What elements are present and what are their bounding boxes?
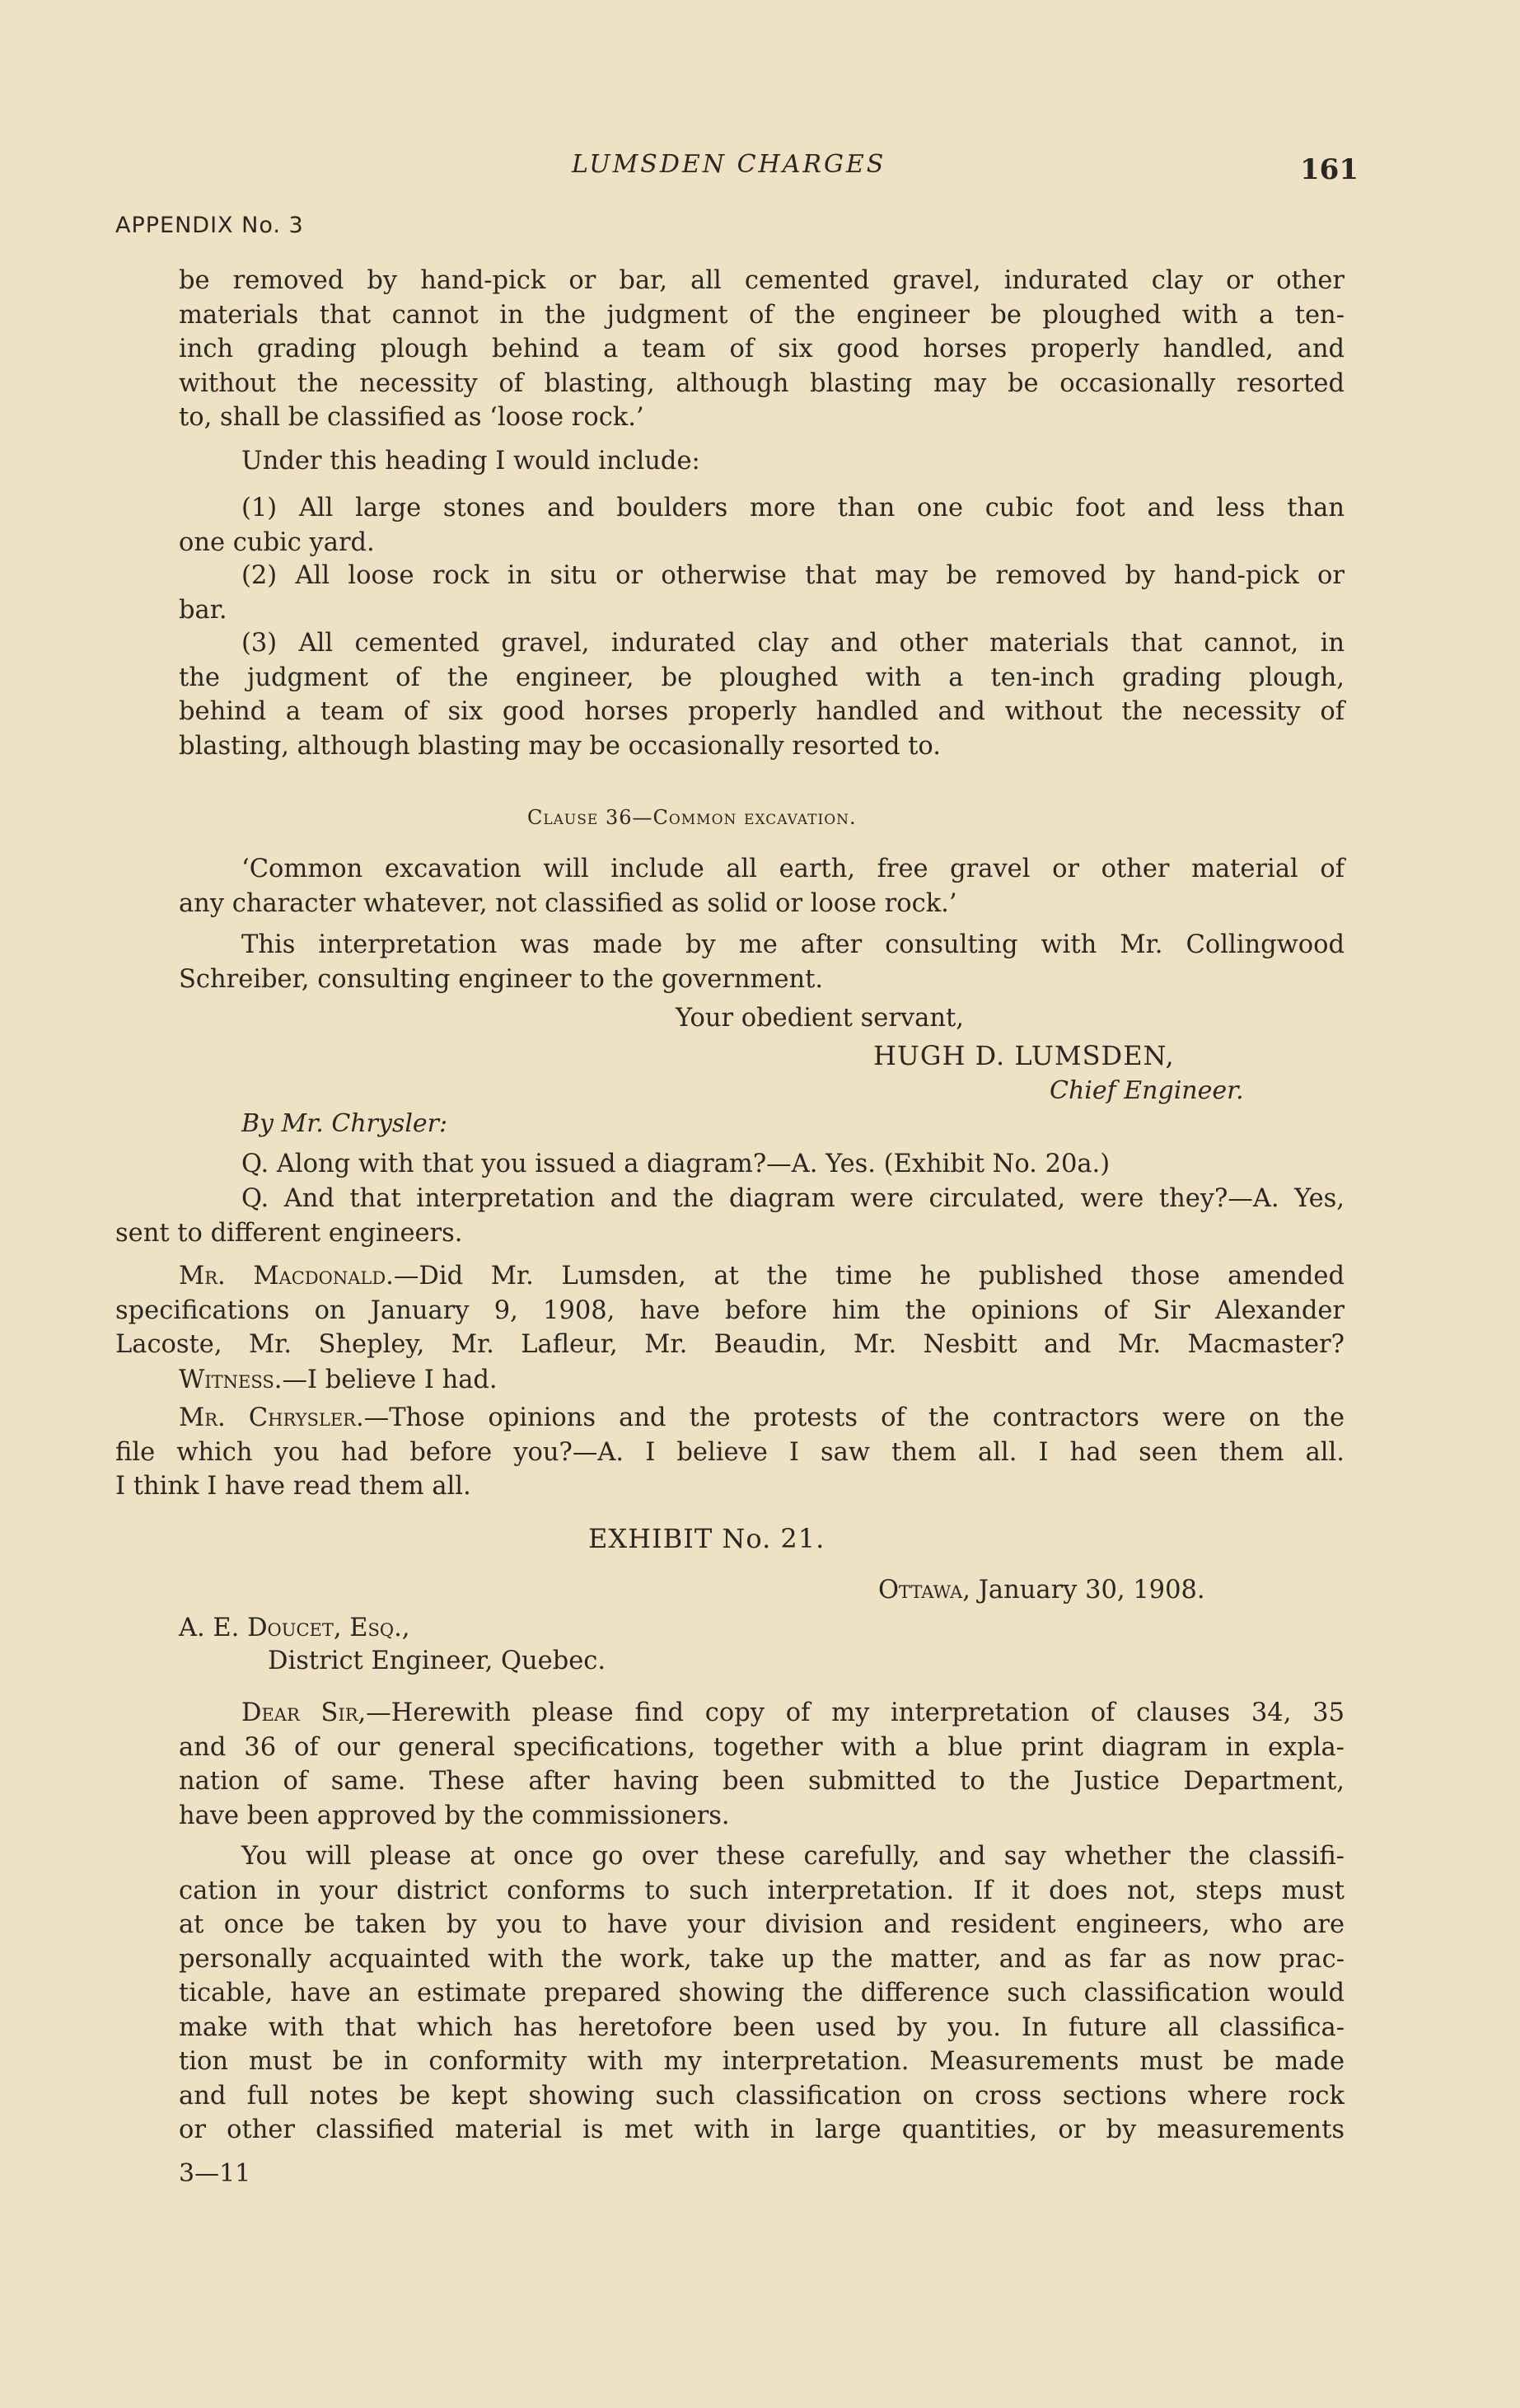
text-line: —Did Mr. Lumsden, at the time he published those amended [393,1262,1345,1291]
text-line: sent to different engineers. [115,1218,463,1248]
text-line: Schreiber, consulting engineer to the government. [179,964,824,994]
text-line: behind a team of six good horses properly handled and without the necessity of [179,697,1345,726]
text-line: any character whatever, not classified as solid or loose rock.’ [179,888,957,918]
text-line: materials that cannot in the judgment of the engineer be ploughed with a ten- [179,300,1345,330]
chrysler-question [115,1401,1345,1504]
text-line: Q. And that interpretation and the diagram were circulated, were they?—A. Yes, [241,1184,1345,1213]
text-line: cation in your district conforms to such interpretation. If it does not, steps must [179,1876,1345,1905]
intro-paragraph [179,264,1345,435]
common-excavation-quote [179,852,1345,921]
signature-title: Chief Engineer. [1050,1076,1244,1105]
speaker-name: Witness. [179,1366,283,1394]
letter-date-text: January 30, 1908. [978,1576,1205,1605]
text-line: (2) All loose rock in situ or otherwise that may be removed by hand-pick or [241,561,1345,590]
addressee: A. E. Doucet, Esq., [179,1614,410,1642]
page-number: 161 [1300,153,1359,186]
text-line: —Those opinions and the protests of the contractors were on the [363,1403,1345,1432]
text-line: nation of same. These after having been submitted to the Justice Department, [179,1767,1345,1796]
text-line: be removed by hand-pick or bar, all cemented gravel, indurated clay or other [179,266,1345,295]
text-line: inch grading plough behind a team of six good horses properly handled, and [179,335,1345,363]
text-line: I think I have read them all. [115,1472,471,1501]
heading-line: Under this heading I would include: [241,447,700,476]
signature-name: HUGH D. LUMSDEN, [873,1040,1175,1071]
text-line: ‘Common excavation will include all earth, free gravel or other material of [241,855,1345,883]
by-line: By Mr. Chrysler: [241,1109,448,1138]
text-line: specifications on January 9, 1908, have before him the opinions of Sir Alexander [115,1295,1345,1325]
text-line: personally acquainted with the work, take up the matter, and as far as now prac- [179,1944,1345,1974]
letter-date [878,1576,1205,1605]
letter-paragraph-1 [179,1696,1345,1833]
addressee-title: District Engineer, Quebec. [268,1647,606,1675]
question-2 [115,1182,1345,1250]
letter-place: Ottawa, [878,1576,970,1605]
list-item-3 [179,626,1345,763]
signature-mark: 3—11 [179,2159,251,2188]
salutation: Dear Sir, [241,1698,367,1727]
list-item-2 [179,559,1345,627]
text-line: —I believe I had. [282,1366,498,1394]
text-line: file which you had before you?—A. I believe I saw them all. I had seen them all. [115,1437,1345,1467]
text-line: You will please at once go over these carefully, and say whether the classifi- [241,1842,1345,1871]
text-line: —Herewith please find copy of my interpretation of clauses 34, 35 [366,1698,1345,1727]
exhibit-heading: EXHIBIT No. 21. [588,1523,825,1554]
text-line: the judgment of the engineer, be ploughed with a ten-inch grading plough, [179,663,1345,692]
text-line: (3) All cemented gravel, indurated clay and other materials that cannot, in [241,629,1345,658]
list-item-1 [179,491,1345,560]
text-line: tion must be in conformity with my interpretation. Measurements must be made [179,2047,1345,2076]
text-line: at once be taken by you to have your division and resident engineers, who are [179,1910,1345,1939]
text-line: without the necessity of blasting, although blasting may be occasionally resorted [179,368,1345,398]
appendix-label: APPENDIX No. 3 [115,213,304,238]
question-1 [179,1147,1345,1182]
text-line: This interpretation was made by me after consulting with Mr. Collingwood [241,930,1345,959]
closing: Your obedient servant, [676,1004,964,1033]
text-line: one cubic yard. [179,527,375,557]
text-line: bar. [179,595,227,625]
text-line: have been approved by the commissioners. [179,1801,730,1830]
text-line: Lacoste, Mr. Shepley, Mr. Lafleur, Mr. Beaudin, Mr. Nesbitt and Mr. Macmaster? [115,1330,1345,1359]
clause-heading: Clause 36—Common excavation. [527,806,857,829]
witness-answer [179,1363,1345,1398]
speaker-name: Mr. Macdonald. [179,1262,394,1291]
letter-paragraph-2 [179,1839,1345,2148]
running-title: LUMSDEN CHARGES [572,150,886,179]
interpretation-paragraph [179,928,1345,996]
text-line: make with that which has heretofore been used by you. In future all classifica- [179,2012,1345,2042]
text-line: ticable, have an estimate prepared showing the difference such classification would [179,1979,1345,2007]
text-line: and 36 of our general specifications, together with a blue print diagram in expla- [179,1732,1345,1762]
text-line: Q. Along with that you issued a diagram?—A. Yes. (Exhibit No. 20a.) [241,1150,1111,1178]
text-line: to, shall be classified as ‘loose rock.’ [179,403,644,432]
macdonald-question [115,1259,1345,1362]
text-line: blasting, although blasting may be occasionally resorted to. [179,731,941,761]
text-line: (1) All large stones and boulders more than one cubic foot and less than [241,494,1345,522]
text-line: and full notes be kept showing such classification on cross sections where rock [179,2081,1345,2111]
text-line: or other classified material is met with in large quantities, or by measurements [179,2115,1345,2144]
speaker-name: Mr. Chrysler. [179,1403,364,1432]
